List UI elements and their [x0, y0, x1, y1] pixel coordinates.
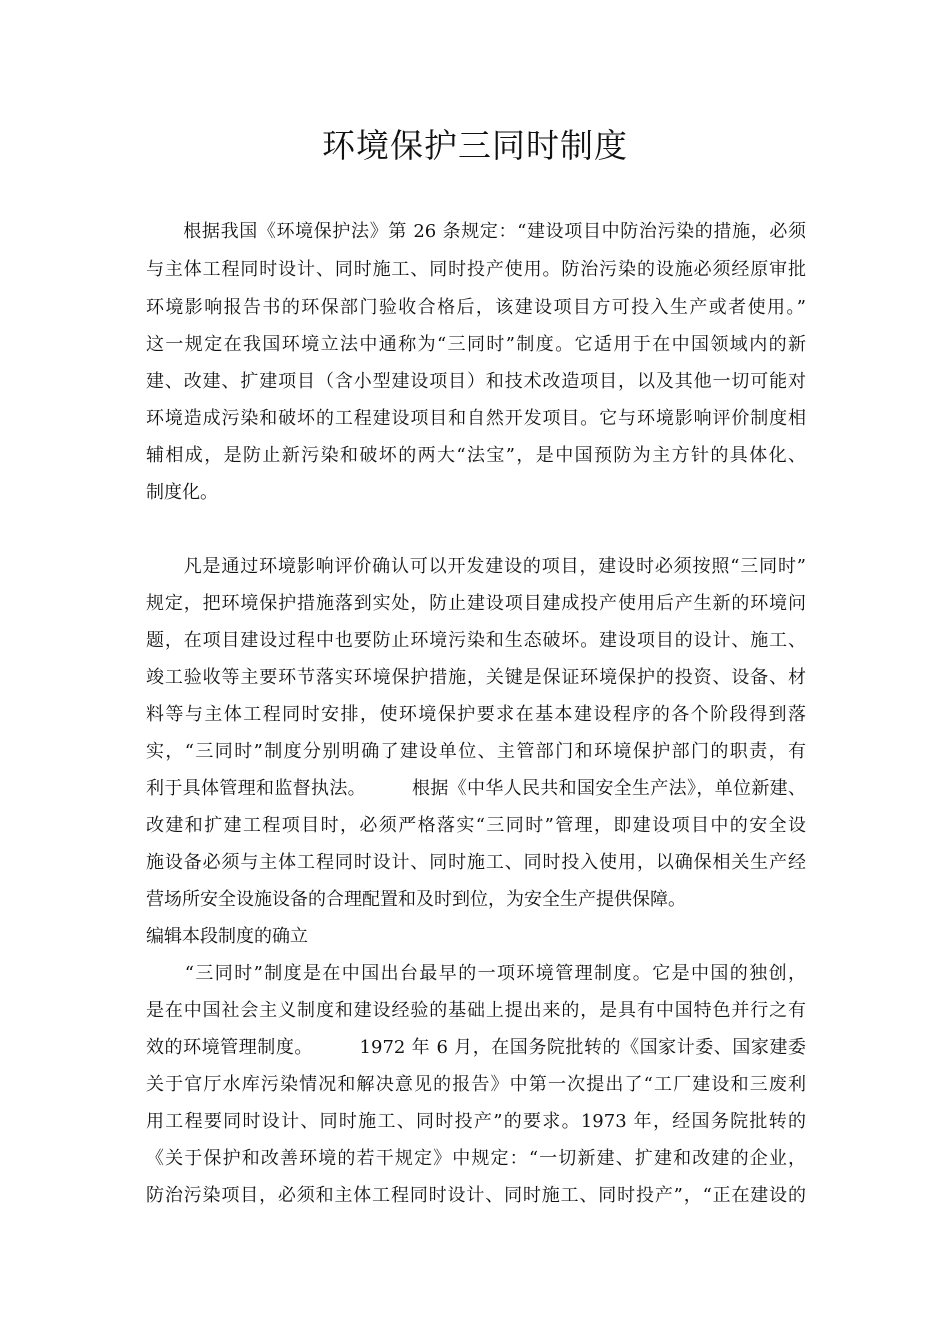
text-line: 营场所安全设施设备的合理配置和及时到位，为安全生产提供保障。	[146, 889, 686, 910]
text-line: 规定，把环境保护措施落到实处，防止建设项目建成投产使用后产生新的环境问	[146, 593, 806, 614]
text-line: 这一规定在我国环境立法中通称为“三同时”制度。它适用于在中国领域内的新	[146, 334, 806, 355]
text-line: 改建和扩建工程项目时，必须严格落实“三同时”管理，即建设项目中的安全设	[146, 815, 806, 836]
text-line: 效的环境管理制度。 1972 年 6 月，在国务院批转的《国家计委、国家建委	[146, 1037, 806, 1058]
text-line: 利于具体管理和监督执法。 根据《中华人民共和国安全生产法》，单位新建、	[146, 778, 806, 799]
text-line: 竣工验收等主要环节落实环境保护措施，关键是保证环境保护的投资、设备、材	[146, 667, 806, 688]
text-line: 《关于保护和改善环境的若干规定》中规定：“一切新建、扩建和改建的企业，	[146, 1148, 806, 1169]
text-line: 凡是通过环境影响评价确认可以开发建设的项目，建设时必须按照“三同时”	[146, 556, 806, 577]
text-line: 根据我国《环境保护法》第 26 条规定：“建设项目中防治污染的措施，必须	[146, 221, 806, 242]
text-line: 制度化。	[146, 482, 218, 503]
text-line: 环境造成污染和破坏的工程建设项目和自然开发项目。它与环境影响评价制度相	[146, 408, 806, 429]
text-line: 施设备必须与主体工程同时设计、同时施工、同时投入使用，以确保相关生产经	[146, 852, 806, 873]
text-line: 是在中国社会主义制度和建设经验的基础上提出来的，是具有中国特色并行之有	[146, 1000, 806, 1021]
text-line: “三同时”制度是在中国出台最早的一项环境管理制度。它是中国的独创，	[146, 963, 806, 984]
section-heading: 编辑本段制度的确立	[146, 926, 308, 947]
text-line: 用工程要同时设计、同时施工、同时投产”的要求。1973 年，经国务院批转的	[146, 1111, 806, 1132]
text-line: 料等与主体工程同时安排，使环境保护要求在基本建设程序的各个阶段得到落	[146, 704, 806, 725]
text-line: 环境影响报告书的环保部门验收合格后，该建设项目方可投入生产或者使用。”	[146, 297, 806, 318]
text-line: 题，在项目建设过程中也要防止环境污染和生态破坏。建设项目的设计、施工、	[146, 630, 806, 651]
text-line: 关于官厅水库污染情况和解决意见的报告》中第一次提出了“工厂建设和三废利	[146, 1074, 806, 1095]
text-line: 与主体工程同时设计、同时施工、同时投产使用。防治污染的设施必须经原审批	[146, 259, 806, 280]
text-line: 建、改建、扩建项目（含小型建设项目）和技术改造项目，以及其他一切可能对	[146, 371, 806, 392]
document-title: 环境保护三同时制度	[322, 126, 628, 166]
text-line: 辅相成，是防止新污染和破坏的两大“法宝”，是中国预防为主方针的具体化、	[146, 445, 806, 466]
text-line: 实，“三同时”制度分别明确了建设单位、主管部门和环境保护部门的职责，有	[146, 741, 806, 762]
text-line: 防治污染项目，必须和主体工程同时设计、同时施工、同时投产”，“正在建设的	[146, 1185, 806, 1206]
